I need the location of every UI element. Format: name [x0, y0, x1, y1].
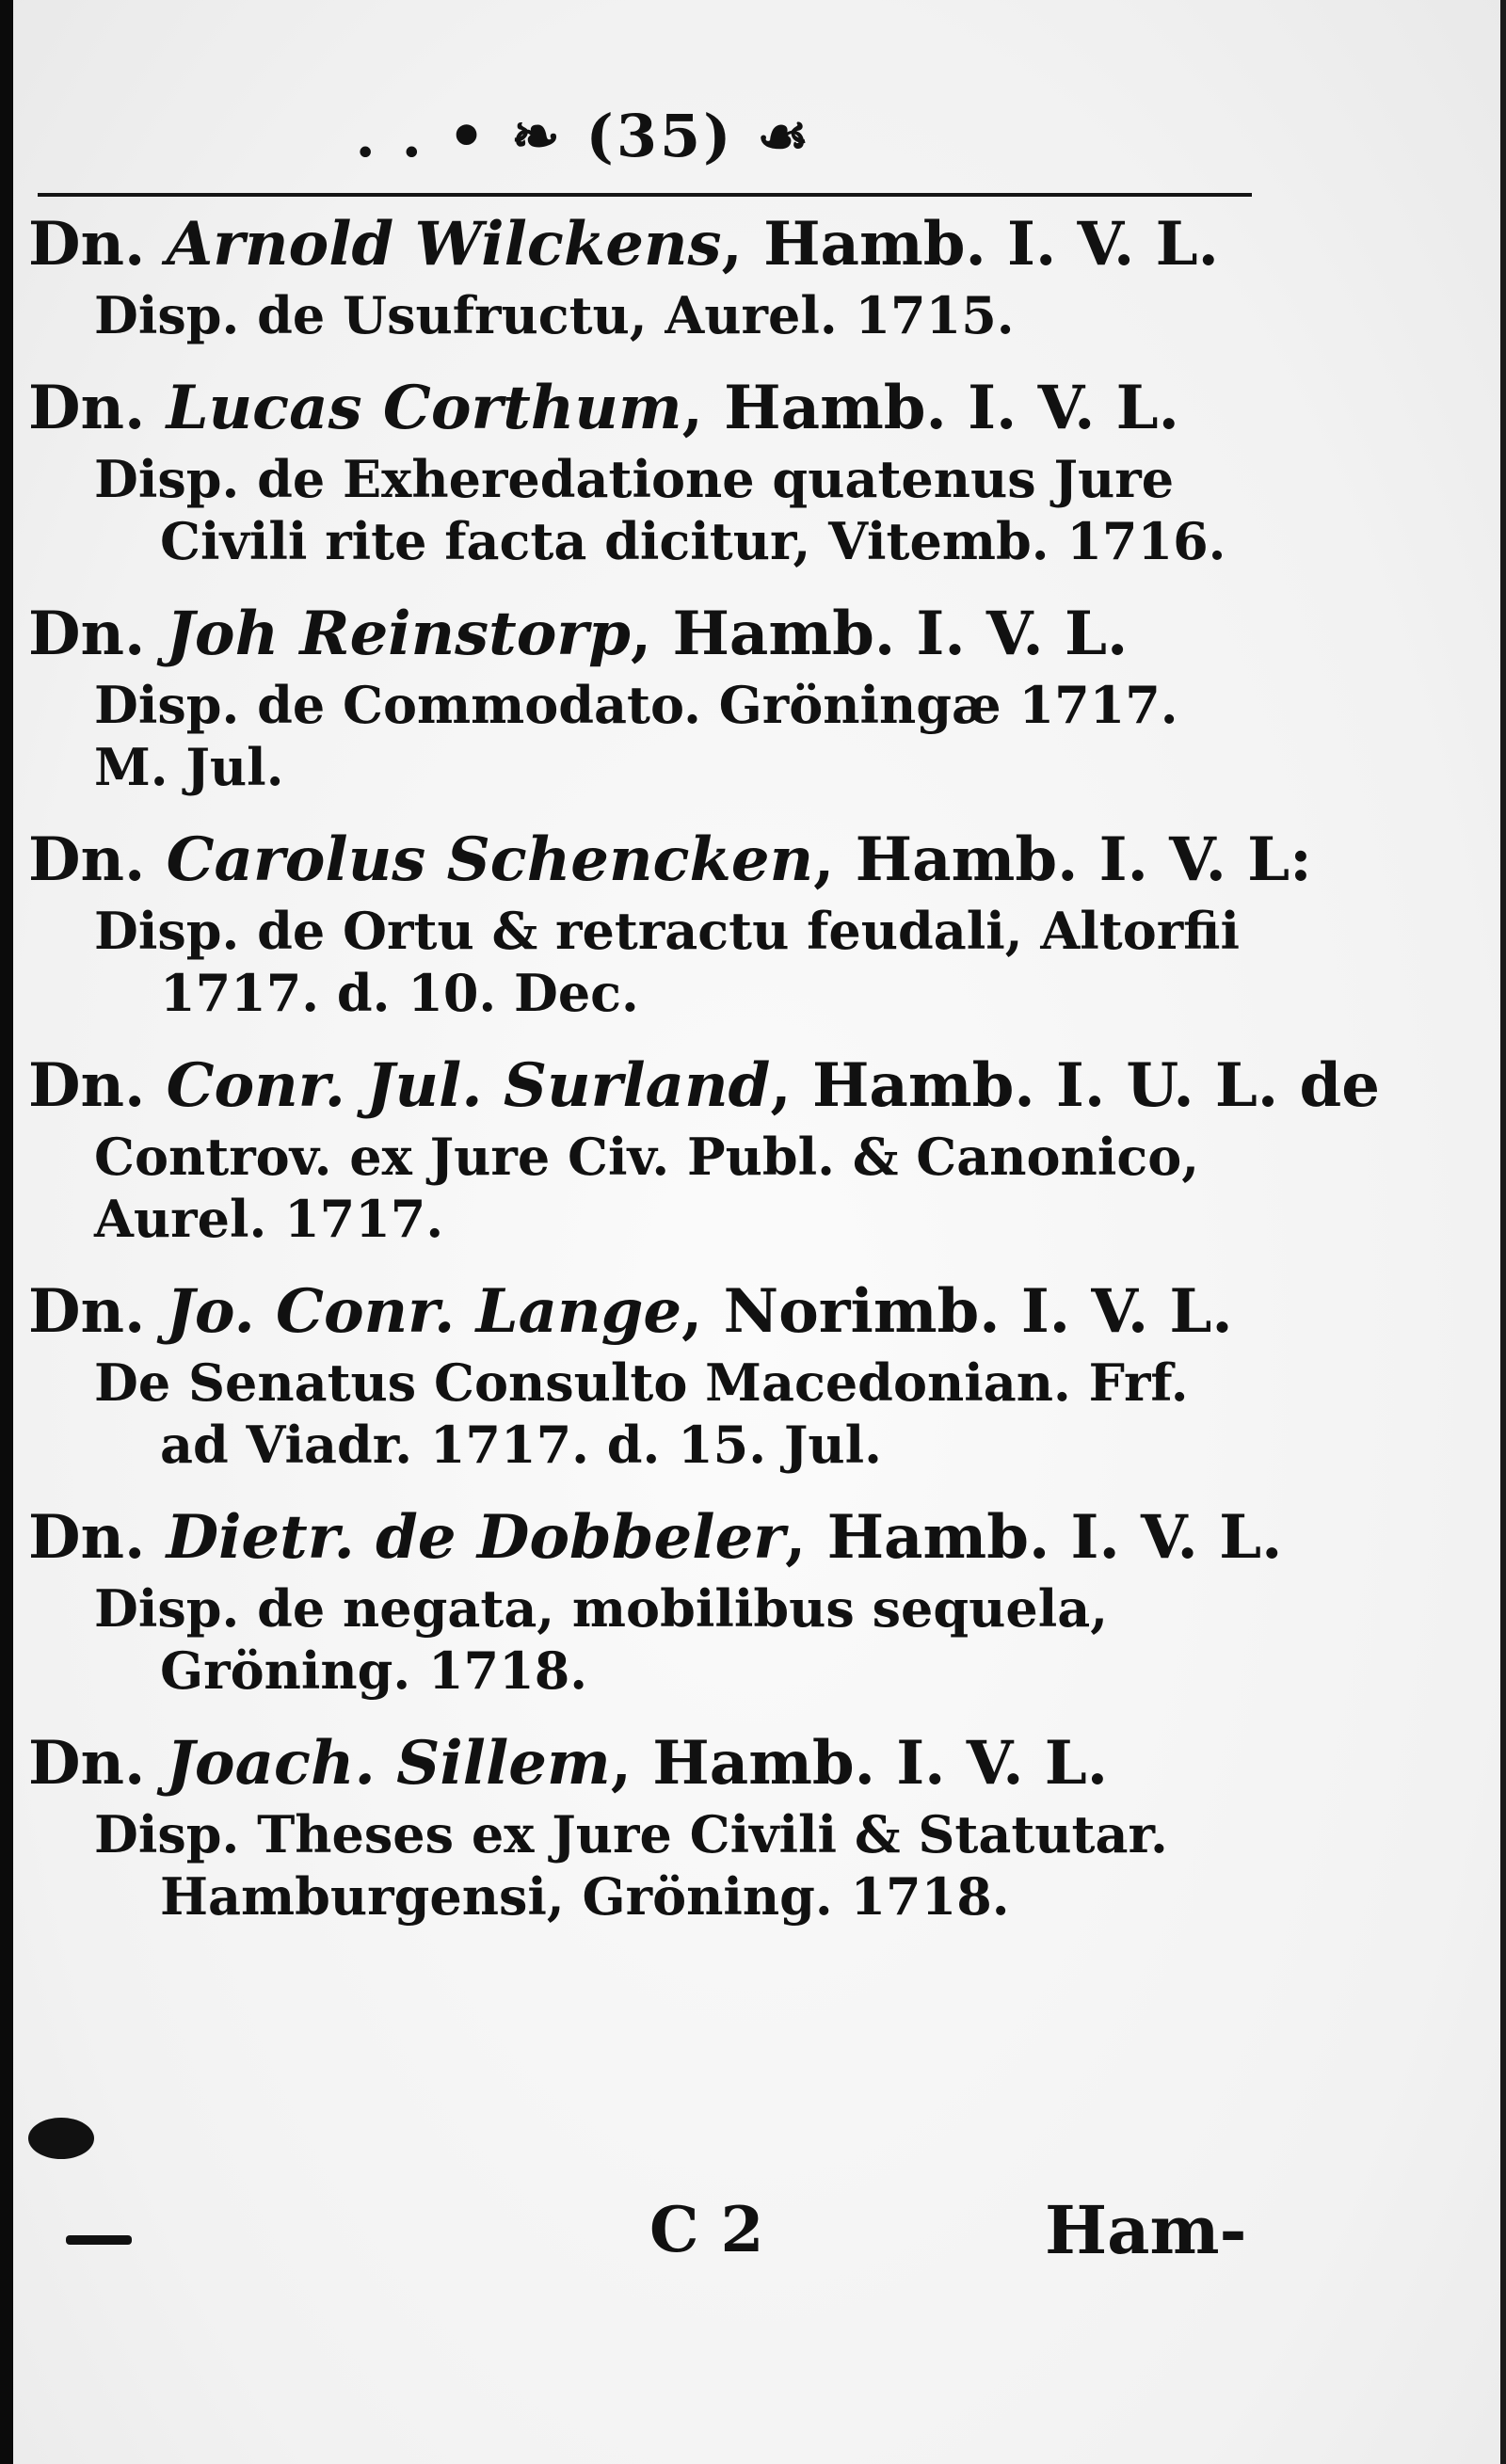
entry-description: Disp. de Commodato. Gröningæ 1717. M. Jul.	[94, 675, 1178, 797]
entry-prefix: Dn.	[28, 1502, 146, 1573]
entry-person-name: Joach. Sillem	[166, 1728, 611, 1799]
entry-description: Disp. de Exheredatione quatenus Jure Civili rite facta dicitur, Vitemb. 1716.	[94, 449, 1226, 571]
entry-name-line	[28, 821, 1312, 900]
entry-person-name: Conr. Jul. Surland	[166, 1050, 771, 1121]
entry-degree: , Hamb. I. V. L.	[721, 209, 1219, 280]
entry-description: Disp. de Usufructu, Aurel. 1715.	[94, 285, 1015, 345]
signature-mark: C 2	[649, 2193, 764, 2266]
header-ornament-left: . . • ❧	[355, 102, 586, 170]
entry-prefix: Dn.	[28, 373, 146, 443]
entry-degree: , Norimb. I. V. L.	[681, 1276, 1233, 1347]
entry-degree: , Hamb. I. V. L:	[813, 824, 1312, 895]
list-item	[28, 1047, 1380, 1250]
entry-name-line	[28, 1724, 1261, 1803]
entry-person-name: Dietr. de Dobbeler	[166, 1502, 785, 1573]
entry-person-name: Arnold Wilckens	[166, 209, 722, 280]
entry-description: Controv. ex Jure Civ. Publ. & Canonico, Aurel. 1717.	[94, 1127, 1200, 1249]
entry-prefix: Dn.	[28, 1728, 146, 1799]
entry-person-name: Lucas Corthum	[166, 373, 682, 443]
page-right-edge	[1500, 0, 1506, 2464]
entry-prefix: Dn.	[28, 209, 146, 280]
entry-prefix: Dn.	[28, 824, 146, 895]
ink-stain	[28, 2118, 94, 2159]
entry-prefix: Dn.	[28, 1276, 146, 1347]
entry-degree: , Hamb. I. V. L.	[610, 1728, 1109, 1799]
header-rule	[38, 193, 1252, 197]
header-ornament-right: ☙	[733, 102, 812, 170]
list-item	[28, 1272, 1261, 1476]
entry-name-line	[28, 1272, 1261, 1352]
entry-prefix: Dn.	[28, 1050, 146, 1121]
entry-degree: , Hamb. I. V. L.	[630, 599, 1129, 669]
page-left-edge	[0, 0, 13, 2464]
entry-description: Disp. Theses ex Jure Civili & Statutar. Hamburgensi, Gröning. 1718.	[94, 1804, 1168, 1927]
catchword: Ham-	[1045, 2191, 1247, 2269]
list-item	[28, 205, 1261, 346]
list-item	[28, 595, 1261, 798]
entry-person-name: Jo. Conr. Lange	[166, 1276, 682, 1347]
entry-name-line	[28, 205, 1261, 284]
ink-dash	[66, 2235, 132, 2245]
entry-description: De Senatus Consulto Macedonian. Frf. ad Viadr. 1717. d. 15. Jul.	[94, 1352, 1189, 1475]
entry-degree: , Hamb. I. V. L.	[681, 373, 1179, 443]
entry-name-line	[28, 369, 1261, 448]
list-item	[28, 821, 1312, 1024]
entry-name-line	[28, 1047, 1380, 1126]
list-item	[28, 369, 1261, 572]
entry-name-line	[28, 595, 1261, 674]
entry-description: Disp. de negata, mobilibus sequela, Gröning. 1718.	[94, 1578, 1109, 1701]
entry-person-name: Joh Reinstorp	[166, 599, 631, 669]
list-item	[28, 1724, 1261, 1928]
entry-name-line	[28, 1498, 1283, 1577]
page-number: (35)	[585, 102, 734, 170]
entry-prefix: Dn.	[28, 599, 146, 669]
entry-description: Disp. de Ortu & retractu feudali, Altorfii 1717. d. 10. Dec.	[94, 901, 1240, 1023]
list-item	[28, 1498, 1283, 1702]
entry-list	[28, 205, 1380, 1950]
entry-degree: , Hamb. I. V. L.	[785, 1502, 1283, 1573]
entry-degree: , Hamb. I. U. L. de	[770, 1050, 1380, 1121]
page-header	[264, 102, 904, 170]
entry-person-name: Carolus Schencken	[166, 824, 814, 895]
